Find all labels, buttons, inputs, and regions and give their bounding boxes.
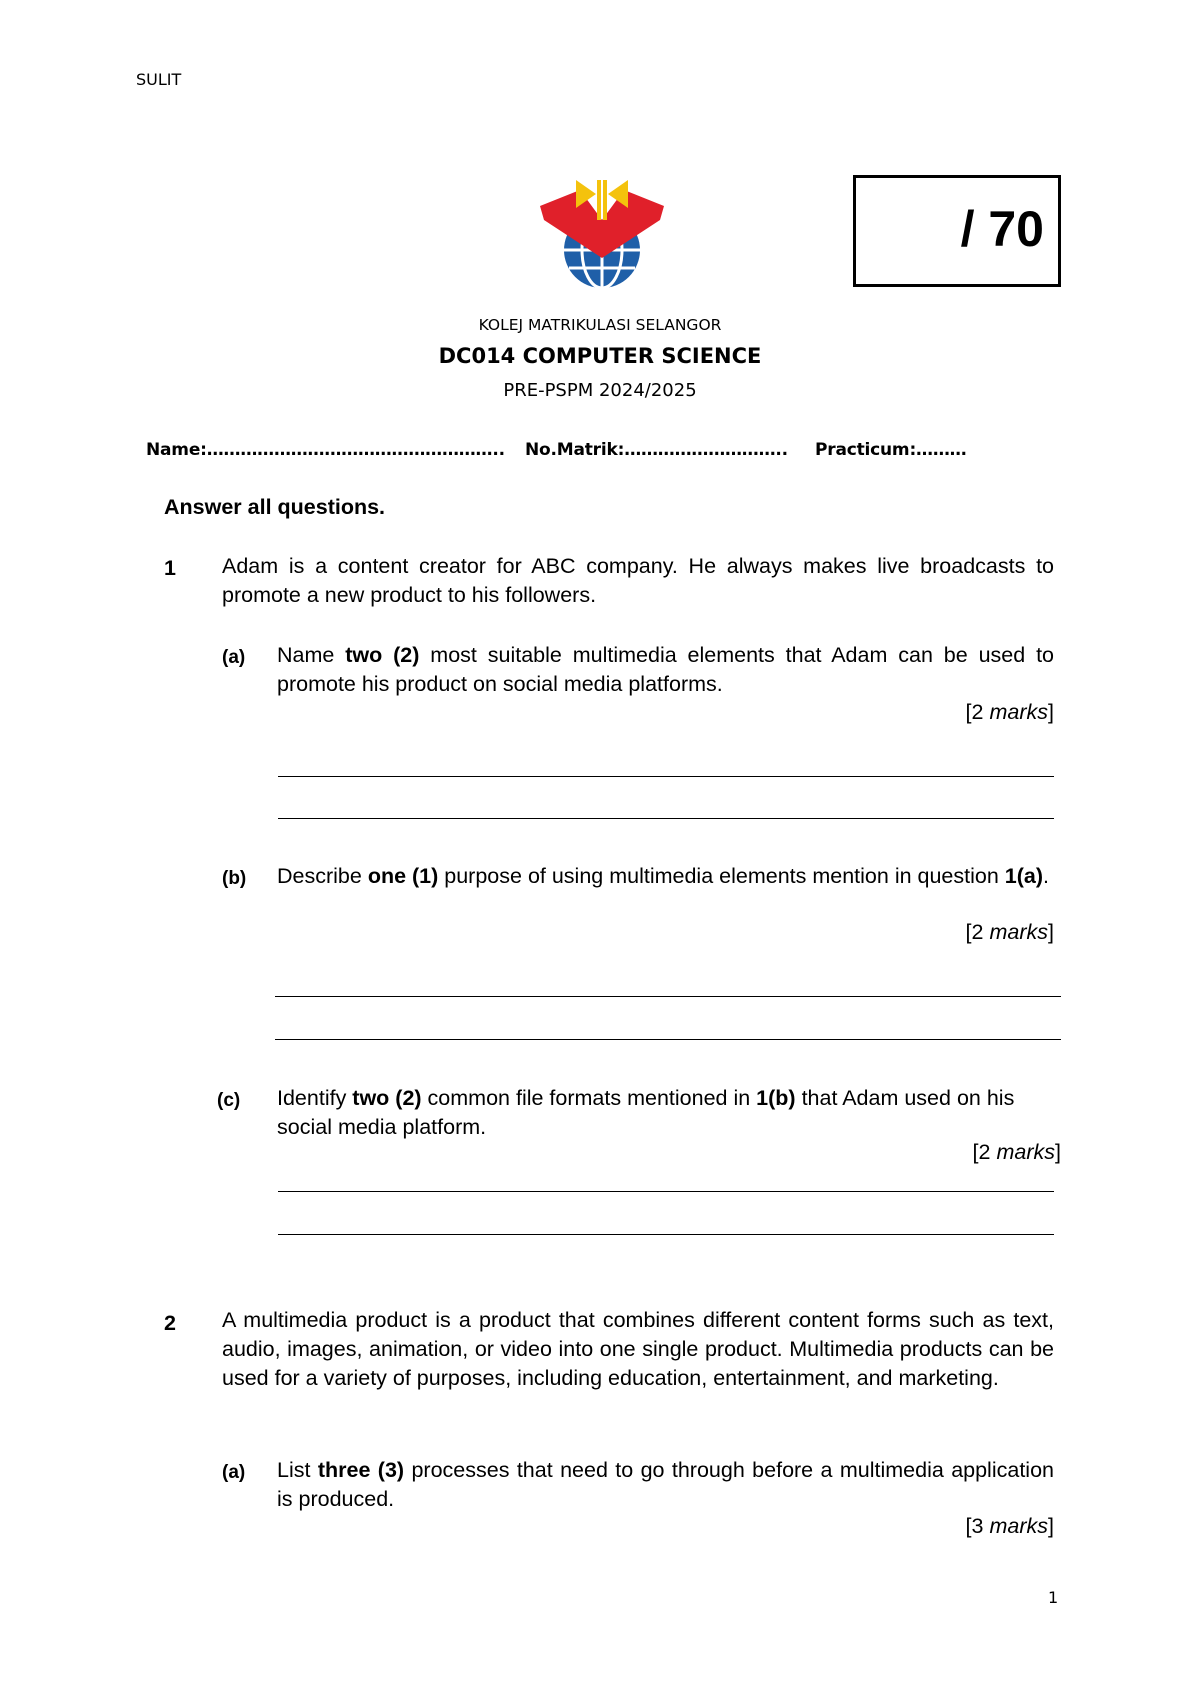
answer-line[interactable]: [278, 1191, 1054, 1192]
part-text: List three (3) processes that need to go through before a multimedia application is produced.: [277, 1458, 1054, 1511]
part-text: Describe one (1) purpose of using multimedia elements mention in question 1(a).: [277, 864, 1050, 888]
answer-line[interactable]: [275, 1039, 1061, 1040]
part-text: Name two (2) most suitable multimedia elements that Adam can be used to promote his product on social media platforms.: [277, 643, 1054, 696]
practicum-field[interactable]: Practicum:………: [815, 440, 967, 460]
college-logo: [540, 180, 664, 290]
page-number: 1: [1048, 1588, 1059, 1607]
score-total: / 70: [960, 201, 1044, 257]
exam-title: PRE-PSPM 2024/2025: [503, 380, 697, 401]
answer-line[interactable]: [275, 996, 1061, 997]
institution-name: KOLEJ MATRIKULASI SELANGOR: [478, 316, 722, 334]
classification-label: SULIT: [136, 70, 182, 89]
answer-line[interactable]: [278, 818, 1054, 819]
score-box: [853, 175, 1061, 287]
question-stem: Adam is a content creator for ABC company. He always makes live broadcasts to promote a new product to his followers.: [222, 554, 1054, 607]
course-title: DC014 COMPUTER SCIENCE: [438, 344, 762, 368]
question-number: 2: [164, 1311, 176, 1335]
student-name-field[interactable]: Name:……………………………………………..: [146, 440, 505, 460]
marks-label: [2 marks]: [965, 920, 1054, 944]
part-label: (a): [222, 1462, 246, 1483]
answer-line[interactable]: [278, 776, 1054, 777]
question-stem: A multimedia product is a product that combines different content forms such as text, audio, images, animation, or video into one single product. Multimedia products can be used for a variety of purposes, including education, entertainment, and marketing.: [222, 1308, 1054, 1390]
matrik-field[interactable]: No.Matrik:………………………..: [525, 440, 788, 460]
part-label: (c): [217, 1090, 241, 1111]
marks-label: [2 marks]: [965, 700, 1054, 724]
part-label: (b): [222, 868, 247, 889]
question-number: 1: [164, 556, 176, 580]
marks-label: [2 marks]: [972, 1140, 1061, 1164]
answer-line[interactable]: [278, 1234, 1054, 1235]
instruction: Answer all questions.: [164, 495, 386, 519]
part-label: (a): [222, 647, 246, 668]
part-text: Identify two (2) common file formats mentioned in 1(b) that Adam used on his social media platform.: [277, 1086, 1015, 1139]
marks-label: [3 marks]: [965, 1514, 1054, 1538]
